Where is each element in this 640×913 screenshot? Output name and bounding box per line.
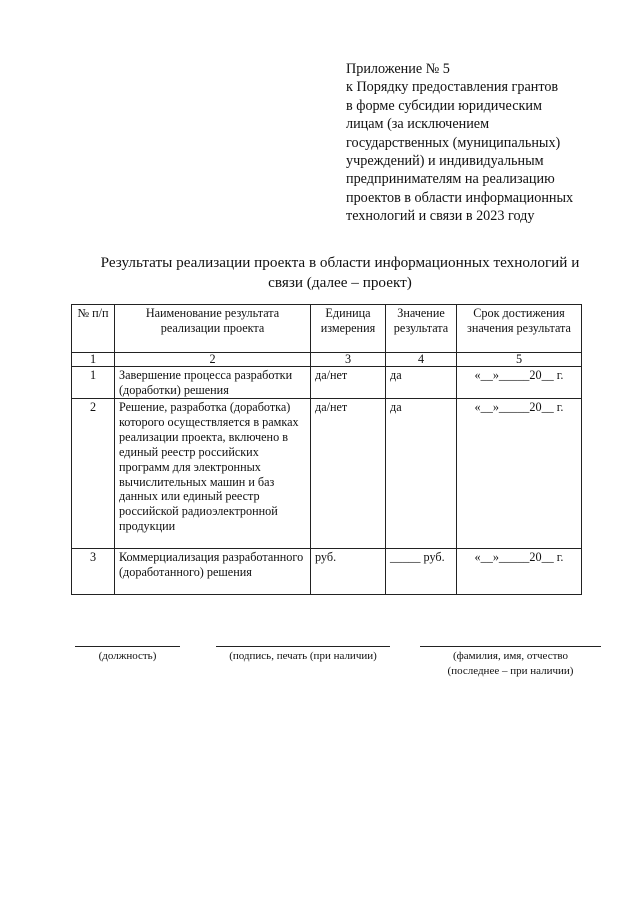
position-signature-line (75, 646, 180, 647)
column-number: 4 (386, 353, 457, 367)
row-unit: да/нет (311, 367, 386, 399)
table-row (72, 549, 582, 595)
appendix-line: учреждений) и индивидуальным (346, 153, 544, 170)
fio-caption-line-1: (фамилия, имя, отчество (452, 650, 569, 662)
fio-caption-line-2: (последнее – при наличии) (447, 665, 574, 677)
column-number: 5 (457, 353, 582, 367)
row-name: Решение, разработка (доработка) которого осуществляется в рамках реализации проекта, включено в единый реестр российских программ для электронных вычислительных машин и баз данных или единый реестр российской радиоэлектронной продукции (115, 399, 311, 549)
row-name: Коммерциализация разработанного (доработанного) решения (115, 549, 311, 595)
results-table (71, 304, 582, 595)
header-unit: Единица измерения (311, 305, 386, 353)
row-value: да (386, 399, 457, 549)
table-row (72, 399, 582, 549)
row-unit: да/нет (311, 399, 386, 549)
header-name: Наименование результата реализации проекта (115, 305, 311, 353)
row-unit: руб. (311, 549, 386, 595)
appendix-line: в форме субсидии юридическим (346, 97, 542, 114)
row-deadline: «__»_____20__ г. (457, 549, 582, 595)
fio-signature-line (420, 646, 601, 647)
title-line-1: Результаты реализации проекта в области информационных технологий и (100, 254, 580, 271)
row-num: 3 (72, 549, 115, 595)
appendix-line: к Порядку предоставления грантов (346, 79, 559, 96)
column-number: 3 (311, 353, 386, 367)
appendix-block (346, 60, 636, 226)
column-number-row (72, 353, 582, 367)
appendix-line: государственных (муниципальных) (346, 134, 561, 151)
appendix-line: Приложение № 5 (346, 61, 450, 77)
header-num: № п/п (72, 305, 115, 353)
column-number: 2 (115, 353, 311, 367)
position-caption: (должность) (98, 650, 157, 662)
signature-caption: (подпись, печать (при наличии) (229, 650, 377, 662)
header-value: Значение результата (386, 305, 457, 353)
column-number: 1 (72, 353, 115, 367)
fio-caption (420, 649, 601, 679)
appendix-line: лицам (за исключением (346, 116, 490, 133)
row-value: _____ руб. (386, 549, 457, 595)
title-line-2: связи (далее – проект) (268, 274, 412, 291)
appendix-line: предпринимателям на реализацию (346, 171, 555, 188)
row-value: да (386, 367, 457, 399)
appendix-line: проектов в области информационных (346, 189, 574, 206)
row-num: 1 (72, 367, 115, 399)
header-deadline: Срок достижения значения результата (457, 305, 582, 353)
appendix-line: технологий и связи в 2023 году (346, 208, 535, 225)
signature-line (216, 646, 390, 647)
row-name: Завершение процесса разработки (доработки) решения (115, 367, 311, 399)
document-title (60, 253, 620, 293)
table-header-row (72, 305, 582, 353)
row-deadline: «__»_____20__ г. (457, 399, 582, 549)
row-num: 2 (72, 399, 115, 549)
table-row (72, 367, 582, 399)
row-deadline: «__»_____20__ г. (457, 367, 582, 399)
